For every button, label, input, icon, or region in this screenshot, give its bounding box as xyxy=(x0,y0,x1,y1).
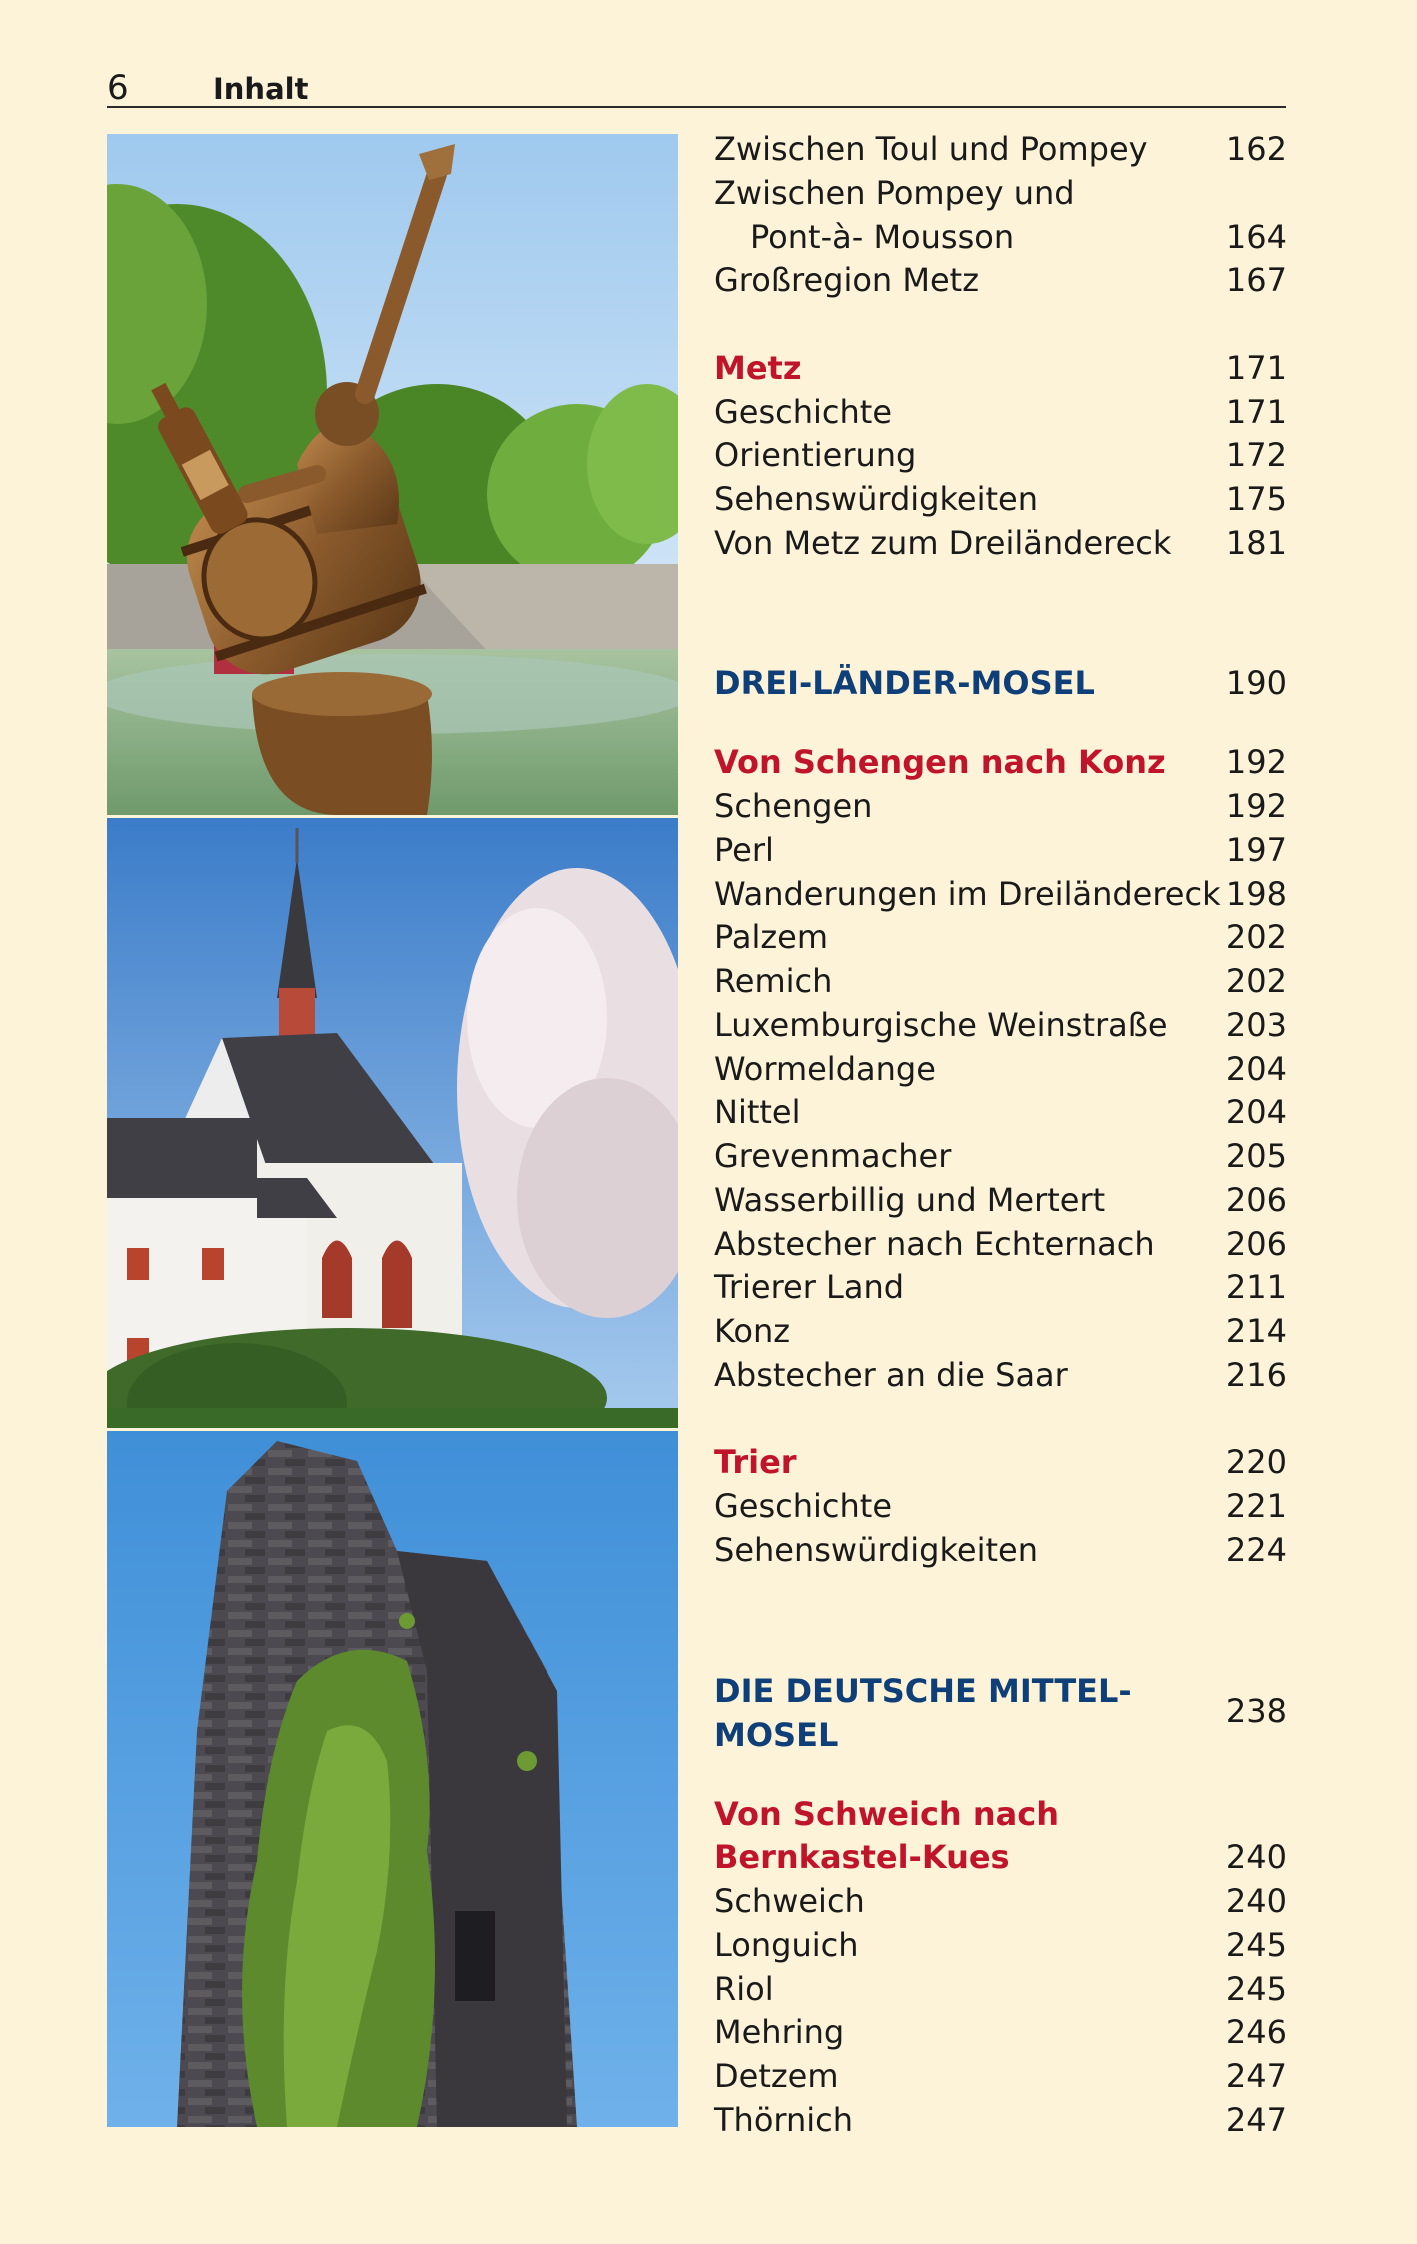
toc-entry-page: 192 xyxy=(1225,743,1287,782)
toc-chapter-title: Metz xyxy=(714,348,802,387)
toc-entry[interactable] xyxy=(714,172,1287,216)
toc-entry-page: 240 xyxy=(1225,1882,1287,1920)
toc-entry-page: 203 xyxy=(1225,1005,1287,1044)
toc-entry[interactable] xyxy=(714,1135,1287,1179)
toc-entry[interactable] xyxy=(714,1223,1287,1267)
toc-entry-page: 224 xyxy=(1225,1530,1287,1569)
toc-entry-page: 238 xyxy=(1225,1691,1287,1730)
toc-entry-page: 214 xyxy=(1225,1312,1287,1350)
toc-entry-page: 245 xyxy=(1225,1969,1287,2008)
toc-entry-title: Riol xyxy=(714,1969,774,2008)
toc-entry[interactable] xyxy=(714,785,1287,829)
toc-entry-title: Detzem xyxy=(714,2057,839,2095)
toc-entry-title: Trierer Land xyxy=(714,1268,905,1307)
toc-entry-title: Von Metz zum Dreiländereck xyxy=(714,523,1172,562)
toc-entry-page: 167 xyxy=(1225,261,1287,300)
toc-entry[interactable] xyxy=(714,1004,1287,1048)
toc-chapter-entry[interactable] xyxy=(714,1441,1287,1485)
toc-entry[interactable] xyxy=(714,873,1287,917)
toc-entry-page: 204 xyxy=(1225,1049,1287,1088)
toc-region-title-line2: MOSEL xyxy=(714,1715,839,1754)
toc-entry-page: 205 xyxy=(1225,1137,1287,1175)
toc-entry-title: Wormeldange xyxy=(714,1049,936,1088)
toc-entry[interactable] xyxy=(714,1310,1287,1354)
section-title: Inhalt xyxy=(213,72,309,106)
toc-entry-page: 206 xyxy=(1225,1180,1287,1219)
toc-entry-title: Schweich xyxy=(714,1882,865,1920)
toc-entry[interactable] xyxy=(714,1266,1287,1310)
toc-entry[interactable] xyxy=(714,2055,1287,2099)
toc-entry[interactable] xyxy=(714,1485,1287,1529)
toc-entry-page: 197 xyxy=(1225,830,1287,869)
toc-chapter-title: Bernkastel-Kues xyxy=(714,1838,1010,1877)
church-image xyxy=(107,818,678,1428)
toc-entry-page: 171 xyxy=(1225,348,1287,387)
toc-entry-page: 190 xyxy=(1225,663,1287,702)
statue-photo xyxy=(107,134,678,815)
toc-entry-page: 164 xyxy=(1225,217,1287,256)
toc-entry-title: Palzem xyxy=(714,918,829,957)
toc-entry-title: Sehenswürdigkeiten xyxy=(714,480,1038,518)
toc-entry[interactable] xyxy=(714,478,1287,522)
page-header xyxy=(107,66,1286,108)
toc-entry-title: Mehring xyxy=(714,2013,845,2052)
toc-entry[interactable] xyxy=(714,1354,1287,1398)
toc-entry-page: 247 xyxy=(1225,2100,1287,2139)
toc-entry-page: 204 xyxy=(1225,1093,1287,1132)
toc-region-title-line1: DIE DEUTSCHE MITTEL- xyxy=(714,1671,1132,1710)
toc-entry-page: 220 xyxy=(1225,1443,1287,1482)
toc-entry-title: Zwischen Pompey und xyxy=(714,173,1075,212)
toc-entry[interactable] xyxy=(714,916,1287,960)
toc-entry-page: 247 xyxy=(1225,2057,1287,2095)
toc-entry[interactable] xyxy=(714,259,1287,303)
toc-chapter-entry[interactable] xyxy=(714,1836,1287,1880)
toc-entry[interactable] xyxy=(714,1968,1287,2012)
toc-chapter-entry[interactable] xyxy=(714,1793,1287,1837)
toc-entry-page: 246 xyxy=(1225,2013,1287,2052)
toc-entry-page: 172 xyxy=(1225,436,1287,475)
toc-entry-title: Orientierung xyxy=(714,436,917,475)
toc-entry-title: Pont-à- Mousson xyxy=(750,217,1015,256)
toc-entry-page: 202 xyxy=(1225,918,1287,957)
page-number: 6 xyxy=(107,68,129,108)
toc-entry[interactable] xyxy=(714,1091,1287,1135)
toc-entry[interactable] xyxy=(714,960,1287,1004)
toc-entry-page: 162 xyxy=(1225,130,1287,168)
toc-entry-page: 175 xyxy=(1225,480,1287,518)
toc-entry-page: 181 xyxy=(1225,523,1287,562)
toc-entry-title: Thörnich xyxy=(714,2100,854,2139)
toc-entry-page: 221 xyxy=(1225,1487,1287,1525)
toc-entry-page: 211 xyxy=(1225,1268,1287,1307)
toc-entry-title: Grevenmacher xyxy=(714,1137,952,1175)
toc-entry[interactable] xyxy=(714,1924,1287,1968)
tower-image xyxy=(107,1431,678,2127)
toc-entry-title: Geschichte xyxy=(714,392,893,431)
toc-entry[interactable] xyxy=(714,1048,1287,1092)
toc-chapter-entry[interactable] xyxy=(714,741,1287,785)
toc-entry-page: 206 xyxy=(1225,1224,1287,1263)
toc-entry-title: Zwischen Toul und Pompey xyxy=(714,130,1148,168)
toc-entry-title: Wasserbillig und Mertert xyxy=(714,1180,1106,1219)
toc-entry-title: Perl xyxy=(714,830,774,869)
tower-photo xyxy=(107,1431,678,2127)
toc-chapter-title: Trier xyxy=(714,1443,797,1482)
toc-entry[interactable] xyxy=(714,216,1287,260)
toc-region-entry[interactable] xyxy=(714,662,1287,706)
toc-chapter-title: Von Schweich nach xyxy=(714,1794,1059,1833)
table-of-contents xyxy=(714,128,1287,2143)
toc-entry-page: 171 xyxy=(1225,392,1287,431)
toc-entry[interactable] xyxy=(714,2011,1287,2055)
toc-entry-title: Geschichte xyxy=(714,1487,893,1525)
toc-entry-title: Konz xyxy=(714,1312,791,1350)
toc-entry-page: 216 xyxy=(1225,1355,1287,1394)
toc-entry-title: Remich xyxy=(714,962,833,1000)
statue-image xyxy=(107,134,678,815)
toc-entry[interactable] xyxy=(714,829,1287,873)
toc-entry-page: 192 xyxy=(1225,787,1287,825)
toc-entry-title: Abstecher nach Echternach xyxy=(714,1224,1155,1263)
toc-entry[interactable] xyxy=(714,2099,1287,2143)
toc-region-title xyxy=(714,1669,1132,1757)
toc-entry-title: Sehenswürdigkeiten xyxy=(714,1530,1038,1569)
toc-entry-title: Luxemburgische Weinstraße xyxy=(714,1005,1168,1044)
toc-region-entry[interactable] xyxy=(714,1669,1287,1757)
toc-entry-page: 245 xyxy=(1225,1925,1287,1964)
toc-entry[interactable] xyxy=(714,1880,1287,1924)
toc-entry-title: Abstecher an die Saar xyxy=(714,1355,1068,1394)
toc-chapter-entry[interactable] xyxy=(714,347,1287,391)
church-photo xyxy=(107,818,678,1428)
toc-region-title: DREI-LÄNDER-MOSEL xyxy=(714,663,1095,702)
toc-entry[interactable] xyxy=(714,1179,1287,1223)
toc-entry-page: 202 xyxy=(1225,962,1287,1000)
toc-entry[interactable] xyxy=(714,128,1287,172)
toc-entry[interactable] xyxy=(714,522,1287,566)
toc-entry-page: 198 xyxy=(1225,874,1287,913)
toc-entry[interactable] xyxy=(714,434,1287,478)
toc-entry-title: Nittel xyxy=(714,1093,801,1132)
toc-entry[interactable] xyxy=(714,1529,1287,1573)
toc-entry-title: Schengen xyxy=(714,787,873,825)
toc-entry-title: Großregion Metz xyxy=(714,261,979,300)
toc-entry-title: Wanderungen im Dreiländereck xyxy=(714,874,1221,913)
toc-entry[interactable] xyxy=(714,391,1287,435)
toc-entry-page: 240 xyxy=(1225,1838,1287,1877)
toc-chapter-title: Von Schengen nach Konz xyxy=(714,743,1166,782)
toc-entry-title: Longuich xyxy=(714,1925,859,1964)
